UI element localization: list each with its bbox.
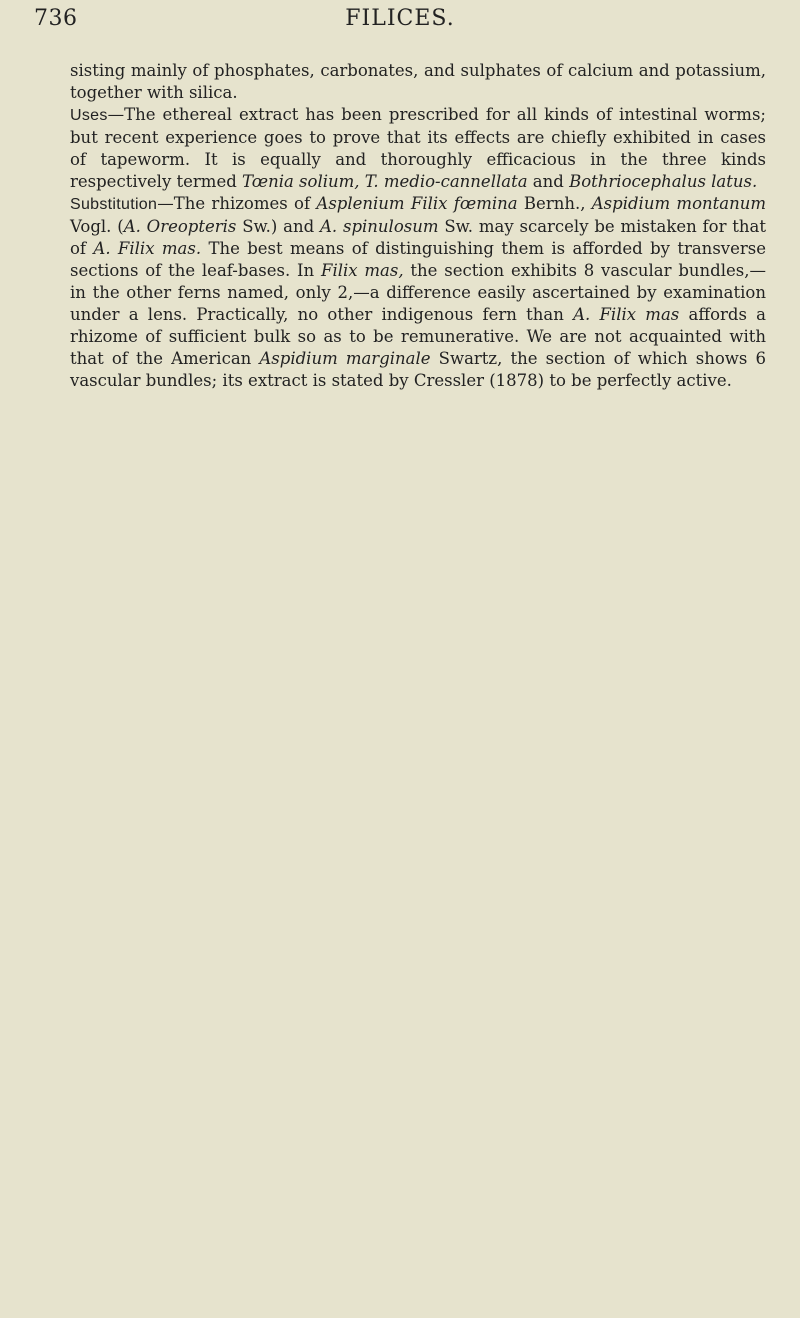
- italic-term: Aspidium marginale: [259, 349, 431, 368]
- italic-term: Aspidium montanum: [591, 194, 766, 213]
- italic-term: Asplenium Filix fœmina: [316, 194, 518, 213]
- text-segment: Bernh.,: [517, 194, 592, 213]
- text-segment: Swartz, the section of which shows 6 vascular bundles; its extract is stated by Cressler (1878) to be perfectly active.: [70, 349, 766, 390]
- text-segment: sisting mainly of phosphates, carbonates, and sulphates of calcium and potassium, together with silica.: [70, 61, 766, 102]
- text-segment: —The ethereal extract has been prescribed for all kinds of intestinal worms; but recent experience goes to prove that its effects are chiefly exhibited in cases of tapeworm. It is equally and thoroughly efficacious in the three kinds respectively termed: [70, 105, 766, 191]
- text-segment: Sw. may scarcely be mistaken for that of: [70, 217, 767, 258]
- section-heading-uses: Uses: [70, 107, 108, 124]
- italic-term: A. Oreopteris: [123, 217, 237, 236]
- running-head: FILICES.: [345, 6, 455, 31]
- italic-term: A. spinulosum: [320, 217, 439, 236]
- paragraph-uses: [70, 104, 766, 193]
- italic-term: Tœnia solium, T. medio-cannellata: [242, 172, 528, 191]
- page-number: 736: [34, 6, 78, 31]
- text-segment: Vogl. (: [70, 217, 124, 236]
- section-heading-substitution: Substitution: [70, 196, 158, 213]
- text-segment: the section exhibits 8 vascular bundles,— in the other ferns named, only 2,—a difference easily ascertained by examination under a lens. Practically, no other indigenous fern than: [70, 261, 766, 324]
- italic-term: A. Filix mas: [573, 305, 680, 324]
- paragraph-continuation: [70, 60, 766, 104]
- text-segment: Sw.) and: [236, 217, 321, 236]
- italic-term: Bothriocephalus latus.: [569, 172, 758, 191]
- text-segment: The best means of distinguishing them is afforded by transverse sections of the leaf-bases. In: [70, 239, 766, 280]
- body-text: [70, 60, 766, 392]
- paragraph-substitution: [70, 193, 766, 392]
- text-segment: and: [527, 172, 570, 191]
- text-segment: —The rhizomes of: [157, 194, 317, 213]
- italic-term: A. Filix mas.: [93, 239, 202, 258]
- italic-term: Filix mas,: [321, 261, 404, 280]
- text-segment: affords a rhizome of sufficient bulk so as to be remunerative. We are not acquainted with that of the American: [70, 305, 766, 368]
- page-header: [34, 6, 766, 36]
